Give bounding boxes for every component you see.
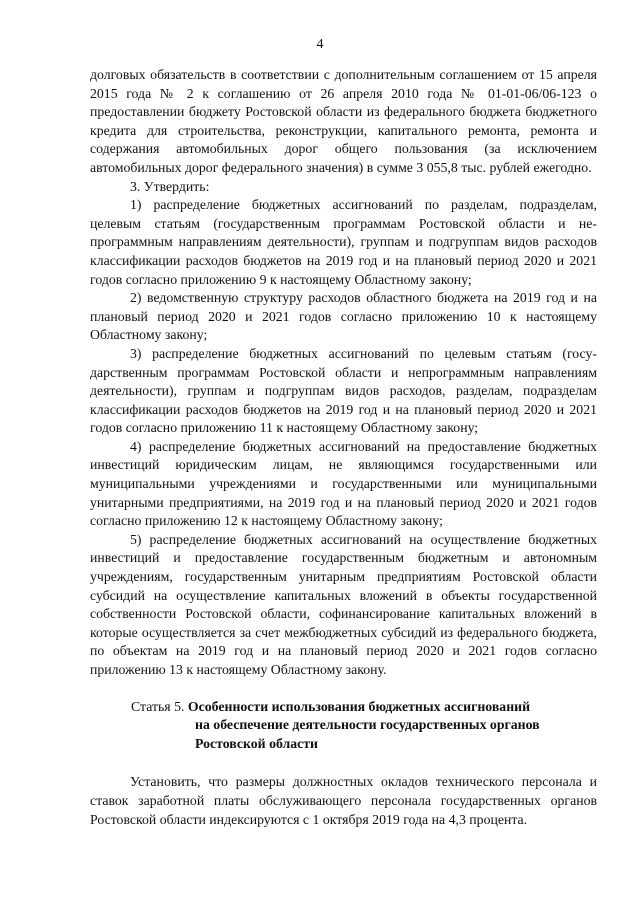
- article-title-line-3: Ростовской области: [195, 735, 319, 751]
- paragraph-subitem-5: 5) распределение бюджетных ассигнований на осуществление бюджетных инвестиций и предоставление государственным бюджетным и автономным учреждениям, государственным унитарным предприятиям Ростовской области субсидий на осуществление капитальных вложений в объекты государственной собственности Ростовской области, софинансирование капитальных вложений в которые осуществляется за счет межбюджетных субсидий из федерального бюджета, по объектам на 2019 год и на плановый период 2020 и 2021 годов согласно приложению 13 к настоящему Областному закону.: [90, 531, 597, 677]
- paragraph-article-5-body: Установить, что размеры должностных окладов технического персонала и ставок заработной платы обслуживающего персонала государственных органов Ростовской области индексируются с 1 октября 2019 года на 4,3 процента.: [90, 774, 597, 827]
- article-label: Статья 5.: [131, 698, 185, 714]
- paragraph-subitem-1: 1) распределение бюджетных ассигнований по разделам, подразделам, целевым статьям (государственным программам Ростовской области и непрограммным направлениям деятельности), группам и подгруппам видов расходов классификации расходов бюджетов на 2019 год и на плановый период 2020 и 2021 годов согласно приложению 9 к настоящему Областному закону;: [90, 197, 597, 287]
- paragraph-item-3: 3. Утвердить:: [130, 178, 210, 194]
- article-title-line-2: на обеспечение деятельности государственных органов: [195, 717, 540, 733]
- paragraph-continuation: долговых обязательств в соответствии с дополнительным соглашением от 15 апреля 2015 года № 2 к соглашению от 26 апреля 2010 года № 01-01-06/06-123 о предоставлении бюджету Ростовской области из федерального бюджета бюджетного кредита для строительства, реконструкции, капитального ремонта, ремонта и содержания автомобильных дорог общего пользования (за исключением автомобильных дорог федерального значения) в сумме 3 055,8 тыс. рублей ежегодно.: [90, 67, 597, 175]
- document-body: [90, 66, 597, 829]
- paragraph-subitem-2: 2) ведомственную структуру расходов областного бюджета на 2019 год и на плановый период 2020 и 2021 годов согласно приложению 10 к настоящему Областному закону;: [90, 290, 597, 343]
- paragraph-subitem-3: 3) распределение бюджетных ассигнований по целевым статьям (государственным программам Ростовской области и непрограммным направлениям деятельности), группам и подгруппам видов расходов, разделам, подразделам классификации расходов бюджетов на 2019 год и на плановый период 2020 и 2021 годов согласно приложению 11 к настоящему Областному закону;: [90, 345, 597, 436]
- article-title: [131, 699, 597, 754]
- article-title-line-1: Особенности использования бюджетных ассигнований: [187, 698, 531, 714]
- page-number: 4: [316, 37, 324, 52]
- paragraph-subitem-4: 4) распределение бюджетных ассигнований на предоставление бюджетных инвестиций юридическим лицам, не являющимся государственными или муниципальными учреждениями и государственными или муниципальными унитарными предприятиями, на 2019 год и на плановый период 2020 и 2021 годов согласно приложению 12 к настоящему Областному закону;: [90, 438, 597, 529]
- article-heading: [90, 698, 597, 754]
